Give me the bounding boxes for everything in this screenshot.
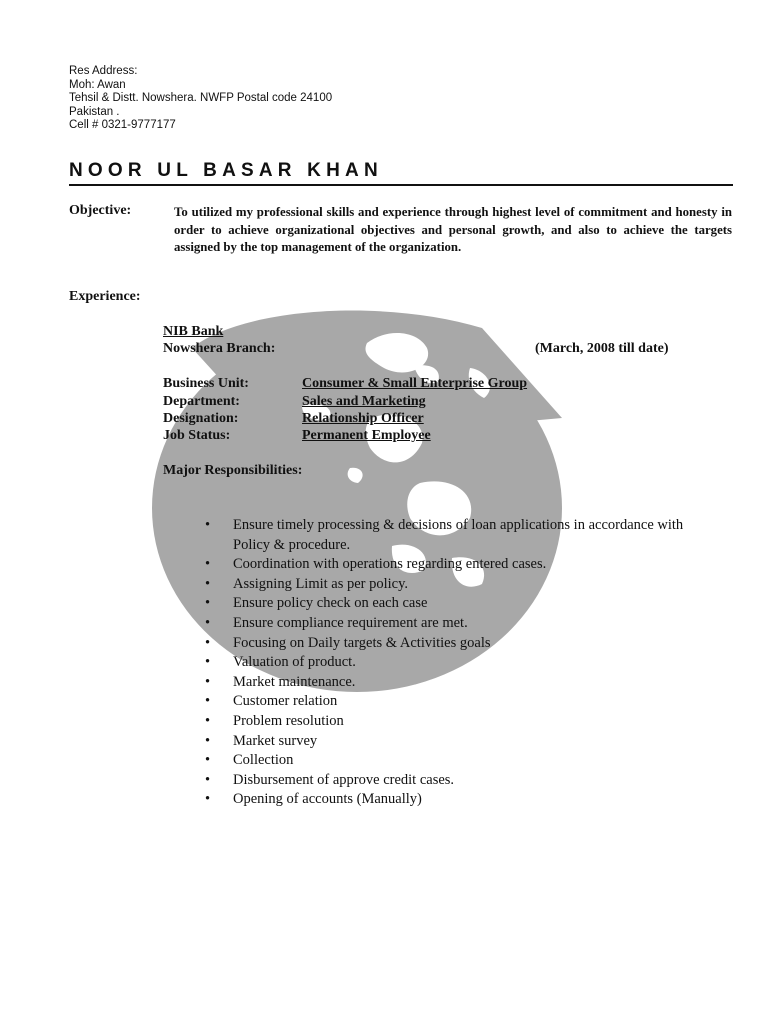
bullet-dot-icon: • [205,791,211,808]
employer-name: NIB Bank [163,324,224,339]
bullet-dot-icon: • [205,575,211,592]
job-status-label: Job Status: [163,428,231,443]
list-item-text: Disbursement of approve credit cases. [233,771,455,788]
list-item-text: Ensure policy check on each case [233,595,428,612]
list-item-text: Problem resolution [233,712,344,729]
bullet-dot-icon: • [205,732,211,749]
header-divider [69,184,733,186]
branch-name: Nowshera Branch: [163,341,276,356]
list-item [200,634,720,654]
bullet-dot-icon: • [205,771,211,788]
list-item-text: Ensure compliance requirement are met. [233,614,468,631]
list-item-text: Opening of accounts (Manually) [233,791,422,808]
responsibilities-list [200,516,720,810]
bullet-dot-icon: • [205,556,211,573]
department-label: Department: [163,394,240,409]
address-line: Pakistan . [69,105,120,118]
list-item-text: Focusing on Daily targets & Activities goals [233,634,491,651]
bullet-dot-icon: • [205,712,211,729]
list-item [200,516,720,555]
list-item [200,575,720,595]
bullet-dot-icon: • [205,634,211,651]
business-unit-value: Consumer & Small Enterprise Group [302,376,528,391]
list-item-text: Ensure timely processing & decisions of loan applications in accordance with Policy & procedure. [233,517,684,553]
address-line: Tehsil & Distt. Nowshera. NWFP Postal code 24100 [69,92,333,105]
list-item-text: Valuation of product. [233,654,356,671]
bullet-dot-icon: • [205,752,211,769]
job-status-value: Permanent Employee [302,428,431,443]
list-item [200,692,720,712]
bullet-dot-icon: • [205,693,211,710]
objective-text: To utilized my professional skills and experience through highest level of commitment and honesty in order to achieve organizational objectives and personal growth, and also to achieve the targets assigned by the top management of the organization. [174,205,732,255]
list-item [200,751,720,771]
list-item-text: Assigning Limit as per policy. [233,575,409,592]
list-item-text: Coordination with operations regarding entered cases. [233,556,547,573]
employment-dates: (March, 2008 till date) [535,341,669,356]
phone-number: Cell # 0321-9777177 [69,119,176,132]
residential-address [69,65,332,133]
list-item [200,614,720,634]
department-value: Sales and Marketing [302,394,426,409]
business-unit-label: Business Unit: [163,376,249,391]
objective-label: Objective: [69,203,132,218]
designation-value: Relationship Officer [302,411,424,426]
list-item [200,712,720,732]
list-item-text: Customer relation [233,693,338,710]
list-item-text: Market survey [233,732,318,749]
address-line: Moh: Awan [69,78,126,91]
responsibilities-label: Major Responsibilities: [163,463,303,478]
list-item [200,790,720,810]
candidate-name: NOOR UL BASAR KHAN [69,160,383,181]
list-item [200,594,720,614]
bullet-dot-icon: • [205,595,211,612]
bullet-dot-icon: • [205,654,211,671]
address-line: Res Address: [69,65,138,77]
bullet-dot-icon: • [205,517,211,533]
list-item [200,653,720,673]
designation-label: Designation: [163,411,239,426]
experience-label: Experience: [69,289,141,304]
list-item-text: Collection [233,752,294,769]
list-item [200,732,720,752]
list-item [200,555,720,575]
bullet-dot-icon: • [205,614,211,631]
list-item [200,673,720,693]
list-item-text: Market maintenance. [233,673,356,690]
bullet-dot-icon: • [205,673,211,690]
list-item [200,771,720,791]
